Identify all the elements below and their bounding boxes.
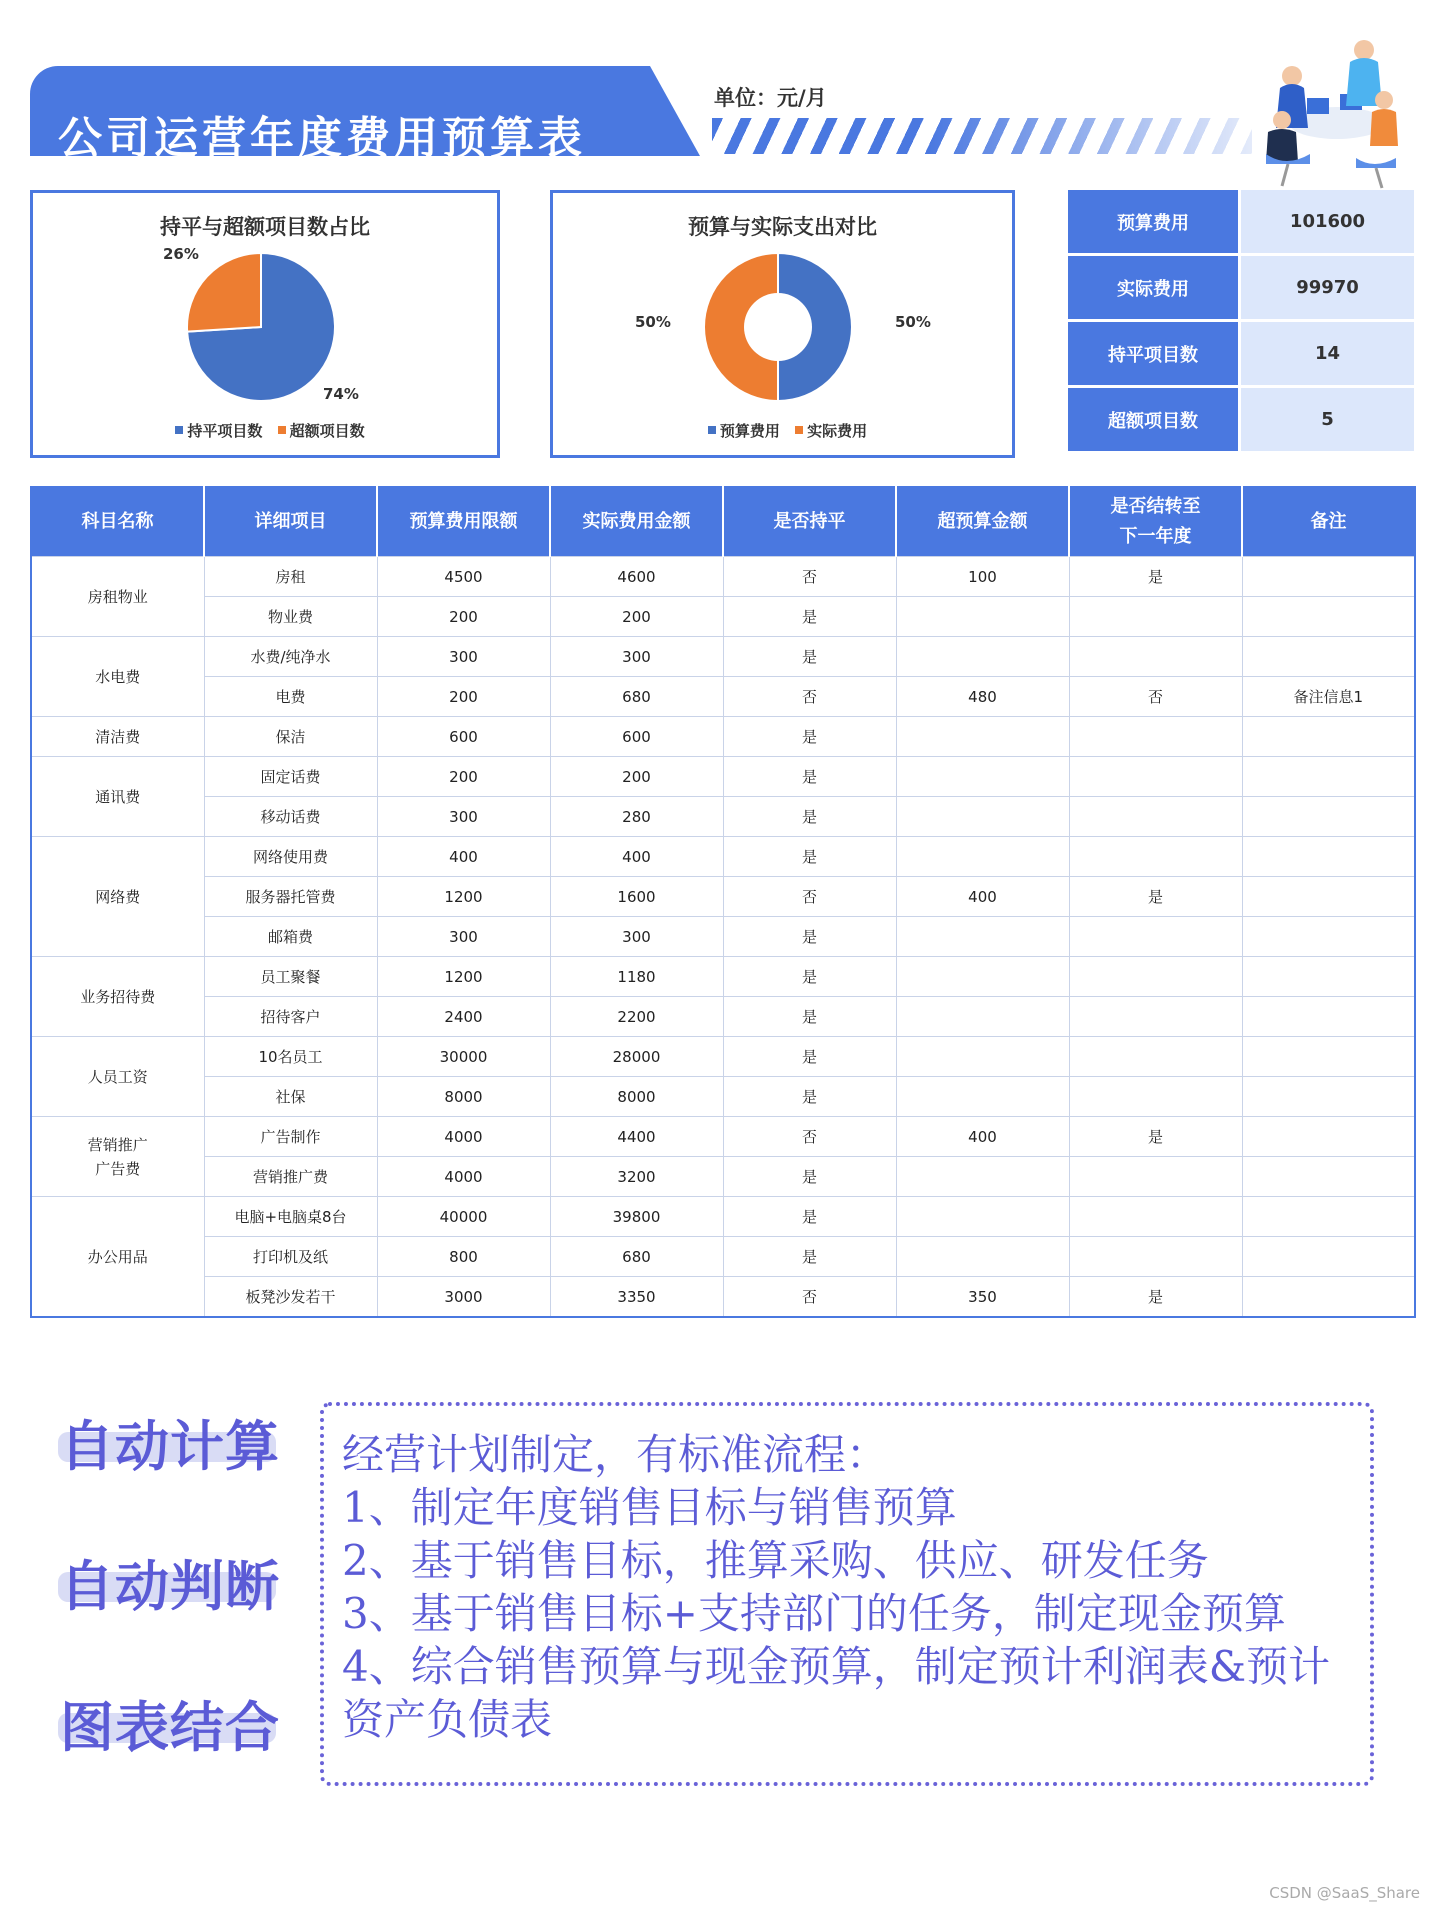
table-cell: 280 — [550, 797, 723, 837]
table-row — [31, 957, 1415, 997]
chart-legend — [33, 420, 497, 441]
table-cell: 4000 — [377, 1157, 550, 1197]
table-cell: 300 — [377, 797, 550, 837]
table-cell — [896, 797, 1069, 837]
table-cell: 350 — [896, 1277, 1069, 1318]
feature-chart-combo: 图表结合 — [60, 1695, 280, 1759]
table-cell: 40000 — [377, 1197, 550, 1237]
table-cell — [1069, 837, 1242, 877]
table-row — [31, 917, 1415, 957]
table-cell — [1242, 597, 1415, 637]
table-cell: 物业费 — [204, 597, 377, 637]
table-cell: 400 — [550, 837, 723, 877]
category-cell: 办公用品 — [31, 1197, 204, 1318]
summary-label: 实际费用 — [1068, 256, 1238, 319]
decorative-stripes — [712, 118, 1252, 154]
category-cell: 营销推广 广告费 — [31, 1117, 204, 1197]
table-cell: 营销推广费 — [204, 1157, 377, 1197]
table-cell: 移动话费 — [204, 797, 377, 837]
table-cell: 39800 — [550, 1197, 723, 1237]
summary-row — [1068, 190, 1414, 253]
table-cell: 否 — [723, 677, 896, 717]
table-cell: 否 — [1069, 677, 1242, 717]
table-cell — [1069, 797, 1242, 837]
table-cell: 是 — [723, 757, 896, 797]
table-row — [31, 757, 1415, 797]
table-cell — [1069, 1037, 1242, 1077]
table-cell — [1242, 557, 1415, 597]
table-cell — [1069, 997, 1242, 1037]
table-cell: 3350 — [550, 1277, 723, 1318]
table-cell — [1069, 957, 1242, 997]
legend-label-overbudget: 超额项目数 — [289, 422, 365, 440]
table-cell: 是 — [723, 1197, 896, 1237]
table-row — [31, 1237, 1415, 1277]
process-line: 1、制定年度销售目标与销售预算 — [342, 1483, 957, 1532]
table-cell — [1242, 1117, 1415, 1157]
table-cell: 打印机及纸 — [204, 1237, 377, 1277]
table-row — [31, 717, 1415, 757]
table-cell — [1242, 717, 1415, 757]
chart-legend — [553, 420, 1012, 441]
table-cell: 3000 — [377, 1277, 550, 1318]
summary-value: 5 — [1241, 388, 1414, 451]
table-cell — [896, 637, 1069, 677]
table-cell: 400 — [896, 1117, 1069, 1157]
table-cell: 4500 — [377, 557, 550, 597]
table-cell: 800 — [377, 1237, 550, 1277]
table-cell: 是 — [1069, 557, 1242, 597]
table-cell: 服务器托管费 — [204, 877, 377, 917]
table-cell: 10名员工 — [204, 1037, 377, 1077]
process-line: 3、基于销售目标+支持部门的任务，制定现金预算 — [342, 1589, 1286, 1638]
table-cell: 28000 — [550, 1037, 723, 1077]
column-header: 实际费用金额 — [550, 487, 723, 557]
table-cell — [1069, 717, 1242, 757]
table-cell — [1242, 1157, 1415, 1197]
legend-label-actual: 实际费用 — [807, 422, 868, 440]
table-row — [31, 877, 1415, 917]
category-cell: 网络费 — [31, 837, 204, 957]
table-cell — [1242, 1277, 1415, 1318]
pie-chart-panel — [30, 190, 500, 458]
slice-label-budget: 50% — [895, 313, 931, 331]
table-cell: 200 — [377, 597, 550, 637]
slice-label-overbudget: 26% — [163, 245, 199, 263]
unit-label: 单位：元/月 — [714, 86, 827, 110]
table-cell: 2400 — [377, 997, 550, 1037]
table-cell: 3200 — [550, 1157, 723, 1197]
table-cell — [896, 917, 1069, 957]
column-header: 预算费用限额 — [377, 487, 550, 557]
table-cell: 300 — [550, 917, 723, 957]
legend-swatch-even — [175, 426, 183, 434]
chart-title: 预算与实际支出对比 — [688, 215, 877, 239]
table-cell: 4600 — [550, 557, 723, 597]
table-cell — [1242, 837, 1415, 877]
table-cell: 200 — [377, 677, 550, 717]
table-cell: 300 — [377, 637, 550, 677]
table-cell: 是 — [723, 957, 896, 997]
table-row — [31, 637, 1415, 677]
process-line: 4、综合销售预算与现金预算，制定预计利润表&预计资产负债表 — [342, 1642, 1331, 1744]
table-row — [31, 837, 1415, 877]
table-cell: 电费 — [204, 677, 377, 717]
column-header: 是否结转至 下一年度 — [1069, 487, 1242, 557]
donut-hole — [744, 293, 812, 361]
table-cell — [1242, 917, 1415, 957]
table-cell: 否 — [723, 557, 896, 597]
pie-chart — [33, 193, 497, 455]
summary-row — [1068, 256, 1414, 319]
table-cell: 200 — [377, 757, 550, 797]
table-cell: 8000 — [377, 1077, 550, 1117]
table-cell — [1069, 757, 1242, 797]
table-row — [31, 677, 1415, 717]
table-cell: 30000 — [377, 1037, 550, 1077]
table-cell: 是 — [1069, 1277, 1242, 1318]
table-cell: 否 — [723, 877, 896, 917]
table-cell: 是 — [723, 1037, 896, 1077]
slice-label-even: 74% — [323, 385, 359, 403]
table-cell: 480 — [896, 677, 1069, 717]
table-cell: 680 — [550, 1237, 723, 1277]
table-cell: 是 — [1069, 877, 1242, 917]
table-row — [31, 1037, 1415, 1077]
table-row — [31, 1077, 1415, 1117]
column-header: 是否持平 — [723, 487, 896, 557]
table-cell: 1200 — [377, 877, 550, 917]
table-cell: 是 — [723, 997, 896, 1037]
table-cell — [1069, 917, 1242, 957]
table-cell: 水费/纯净水 — [204, 637, 377, 677]
budget-table — [30, 486, 1416, 1318]
table-cell — [896, 1237, 1069, 1277]
process-description-box — [320, 1402, 1374, 1786]
table-cell — [1069, 1077, 1242, 1117]
table-cell: 网络使用费 — [204, 837, 377, 877]
process-line: 2、基于销售目标，推算采购、供应、研发任务 — [342, 1536, 1209, 1585]
table-cell: 电脑+电脑桌8台 — [204, 1197, 377, 1237]
summary-table — [1068, 190, 1414, 454]
table-cell: 1200 — [377, 957, 550, 997]
table-cell: 是 — [723, 637, 896, 677]
table-cell: 600 — [550, 717, 723, 757]
summary-label: 超额项目数 — [1068, 388, 1238, 451]
table-cell — [1242, 997, 1415, 1037]
table-cell: 400 — [896, 877, 1069, 917]
table-cell — [1242, 637, 1415, 677]
table-cell — [1069, 1157, 1242, 1197]
table-cell: 社保 — [204, 1077, 377, 1117]
table-cell: 是 — [723, 917, 896, 957]
table-cell: 保洁 — [204, 717, 377, 757]
table-cell — [1242, 757, 1415, 797]
summary-row — [1068, 388, 1414, 451]
summary-label: 预算费用 — [1068, 190, 1238, 253]
table-header-row — [31, 487, 1415, 557]
process-line: 经营计划制定，有标准流程： — [342, 1430, 889, 1479]
legend-swatch-actual — [795, 426, 803, 434]
legend-label-budget: 预算费用 — [719, 422, 780, 440]
donut-chart-panel — [550, 190, 1015, 458]
column-header: 详细项目 — [204, 487, 377, 557]
slice-label-actual: 50% — [635, 313, 671, 331]
table-cell: 否 — [723, 1277, 896, 1318]
table-cell: 680 — [550, 677, 723, 717]
category-cell: 通讯费 — [31, 757, 204, 837]
category-cell: 人员工资 — [31, 1037, 204, 1117]
pie-slice — [187, 253, 261, 332]
table-row — [31, 797, 1415, 837]
table-cell: 招待客户 — [204, 997, 377, 1037]
table-cell — [1242, 1077, 1415, 1117]
table-cell: 是 — [723, 1077, 896, 1117]
table-cell: 200 — [550, 597, 723, 637]
table-cell: 房租 — [204, 557, 377, 597]
table-cell — [896, 1197, 1069, 1237]
table-cell: 是 — [723, 597, 896, 637]
table-row — [31, 1117, 1415, 1157]
column-header: 科目名称 — [31, 487, 204, 557]
table-cell — [1242, 877, 1415, 917]
table-cell: 300 — [550, 637, 723, 677]
summary-value: 14 — [1241, 322, 1414, 385]
summary-value: 101600 — [1241, 190, 1414, 253]
table-cell — [896, 1037, 1069, 1077]
feature-auto-judge: 自动判断 — [60, 1554, 280, 1618]
watermark: CSDN @SaaS_Share — [1269, 1884, 1420, 1902]
table-cell: 2200 — [550, 997, 723, 1037]
table-cell: 邮箱费 — [204, 917, 377, 957]
table-cell — [1069, 1197, 1242, 1237]
table-row — [31, 1197, 1415, 1237]
category-cell: 业务招待费 — [31, 957, 204, 1037]
legend-label-even: 持平项目数 — [187, 422, 263, 440]
table-cell — [896, 717, 1069, 757]
table-cell — [896, 597, 1069, 637]
table-cell: 1600 — [550, 877, 723, 917]
donut-chart — [553, 193, 1012, 455]
table-cell: 400 — [377, 837, 550, 877]
table-cell — [896, 1077, 1069, 1117]
legend-swatch-overbudget — [278, 426, 286, 434]
table-row — [31, 597, 1415, 637]
table-cell: 是 — [723, 1157, 896, 1197]
table-cell: 是 — [723, 717, 896, 757]
table-cell: 备注信息1 — [1242, 677, 1415, 717]
table-cell: 否 — [723, 1117, 896, 1157]
table-cell: 100 — [896, 557, 1069, 597]
table-cell — [1069, 1237, 1242, 1277]
table-cell: 是 — [723, 837, 896, 877]
table-cell: 1180 — [550, 957, 723, 997]
table-cell: 是 — [723, 1237, 896, 1277]
table-cell — [1069, 637, 1242, 677]
category-cell: 房租物业 — [31, 557, 204, 637]
table-row — [31, 1277, 1415, 1318]
table-cell: 固定话费 — [204, 757, 377, 797]
column-header: 备注 — [1242, 487, 1415, 557]
table-cell: 600 — [377, 717, 550, 757]
table-cell — [896, 997, 1069, 1037]
table-cell: 300 — [377, 917, 550, 957]
table-row — [31, 997, 1415, 1037]
legend-swatch-budget — [708, 426, 716, 434]
title-banner — [30, 66, 700, 164]
table-cell — [1242, 957, 1415, 997]
table-cell: 200 — [550, 757, 723, 797]
summary-label: 持平项目数 — [1068, 322, 1238, 385]
table-cell — [1242, 797, 1415, 837]
page-title: 公司运营年度费用预算表 — [58, 113, 586, 164]
meeting-illustration — [1252, 28, 1412, 193]
table-cell: 4000 — [377, 1117, 550, 1157]
table-cell — [896, 757, 1069, 797]
table-cell — [896, 837, 1069, 877]
table-cell — [1242, 1237, 1415, 1277]
chart-title: 持平与超额项目数占比 — [160, 215, 370, 239]
table-cell: 是 — [1069, 1117, 1242, 1157]
table-cell: 板凳沙发若干 — [204, 1277, 377, 1318]
feature-auto-calc: 自动计算 — [60, 1414, 280, 1478]
column-header: 超预算金额 — [896, 487, 1069, 557]
table-cell — [1242, 1037, 1415, 1077]
category-cell: 水电费 — [31, 637, 204, 717]
table-row — [31, 557, 1415, 597]
table-cell — [896, 1157, 1069, 1197]
table-cell: 员工聚餐 — [204, 957, 377, 997]
table-cell: 8000 — [550, 1077, 723, 1117]
summary-value: 99970 — [1241, 256, 1414, 319]
table-cell: 4400 — [550, 1117, 723, 1157]
table-cell — [896, 957, 1069, 997]
table-row — [31, 1157, 1415, 1197]
category-cell: 清洁费 — [31, 717, 204, 757]
summary-row — [1068, 322, 1414, 385]
table-cell — [1242, 1197, 1415, 1237]
table-cell — [1069, 597, 1242, 637]
table-cell: 广告制作 — [204, 1117, 377, 1157]
table-cell: 是 — [723, 797, 896, 837]
